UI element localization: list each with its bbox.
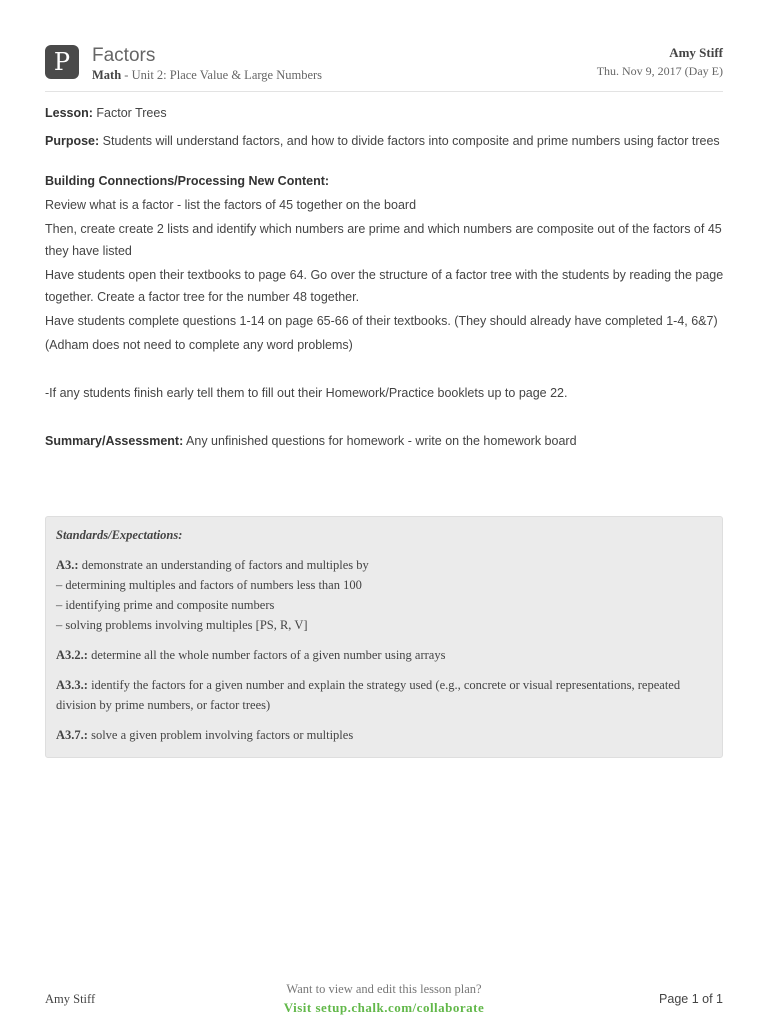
subject-label: Math (92, 68, 122, 82)
lesson-value: Factor Trees (92, 106, 167, 120)
page-number: Page 1 of 1 (659, 992, 723, 1006)
standard-text: solve a given problem involving factors or multiples (87, 728, 354, 742)
footer-author: Amy Stiff (45, 992, 96, 1006)
building-line: -If any students finish early tell them to fill out their Homework/Practice booklets up to page 22. (45, 386, 568, 400)
standard-text: identify the factors for a given number and explain the strategy used (e.g., concrete or visual representations, repeated division by prime numbers, or factor trees) (56, 678, 681, 712)
building-line: Have students open their textbooks to page 64. Go over the structure of a factor tree with the students by reading the page together. Create a factor tree for the number 48 together. (45, 268, 724, 304)
purpose-label: Purpose: (45, 134, 100, 148)
standard-a3-3 (56, 675, 712, 715)
standard-code: A3.7.: (56, 728, 88, 742)
author-name: Amy Stiff (669, 45, 723, 60)
summary-line (45, 430, 725, 452)
building-line: Then, create create 2 lists and identify which numbers are prime and which numbers are composite out of the factors of 45 they have listed (45, 222, 722, 258)
course-subtitle (92, 68, 322, 83)
purpose-line (45, 130, 725, 152)
standards-title: Standards/Expectations: (56, 528, 183, 542)
building-line: Review what is a factor - list the factors of 45 together on the board (45, 198, 417, 212)
footer-collaborate (0, 982, 768, 1016)
standard-text: determine all the whole number factors of a given number using arrays (87, 648, 446, 662)
purpose-value: Students will understand factors, and how to divide factors into composite and prime numbers using factor trees (99, 134, 720, 148)
collaborate-prompt: Want to view and edit this lesson plan? (286, 982, 482, 996)
page-title: Factors (92, 45, 156, 66)
building-line: Have students complete questions 1-14 on page 65-66 of their textbooks. (They should already have completed 1-4, 6&7) (45, 314, 718, 328)
planboard-logo-icon: P (45, 45, 79, 79)
standard-a3 (56, 555, 712, 635)
page-header (45, 44, 723, 92)
standard-subitem: – determining multiples and factors of numbers less than 100 (56, 578, 362, 592)
unit-label: - Unit 2: Place Value & Large Numbers (121, 68, 323, 82)
standard-a3-7 (56, 725, 712, 745)
lesson-line (45, 102, 725, 124)
standard-code: A3.2.: (56, 648, 88, 662)
standards-box (45, 516, 723, 758)
summary-value: Any unfinished questions for homework - write on the homework board (183, 434, 577, 448)
lesson-label: Lesson: (45, 106, 93, 120)
standard-code: A3.: (56, 558, 79, 572)
summary-label: Summary/Assessment: (45, 434, 184, 448)
lesson-date: Thu. Nov 9, 2017 (Day E) (596, 64, 723, 78)
building-line: (Adham does not need to complete any word problems) (45, 338, 353, 352)
standard-subitem: – identifying prime and composite numbers (56, 598, 275, 612)
standard-code: A3.3.: (56, 678, 88, 692)
collaborate-link[interactable]: Visit setup.chalk.com/collaborate (283, 1000, 485, 1015)
standard-subitem: – solving problems involving multiples [PS, R, V] (56, 618, 308, 632)
standard-text: demonstrate an understanding of factors and multiples by (78, 558, 369, 572)
standard-a3-2 (56, 645, 712, 665)
lesson-content (45, 102, 725, 452)
building-heading: Building Connections/Processing New Content: (45, 174, 330, 188)
